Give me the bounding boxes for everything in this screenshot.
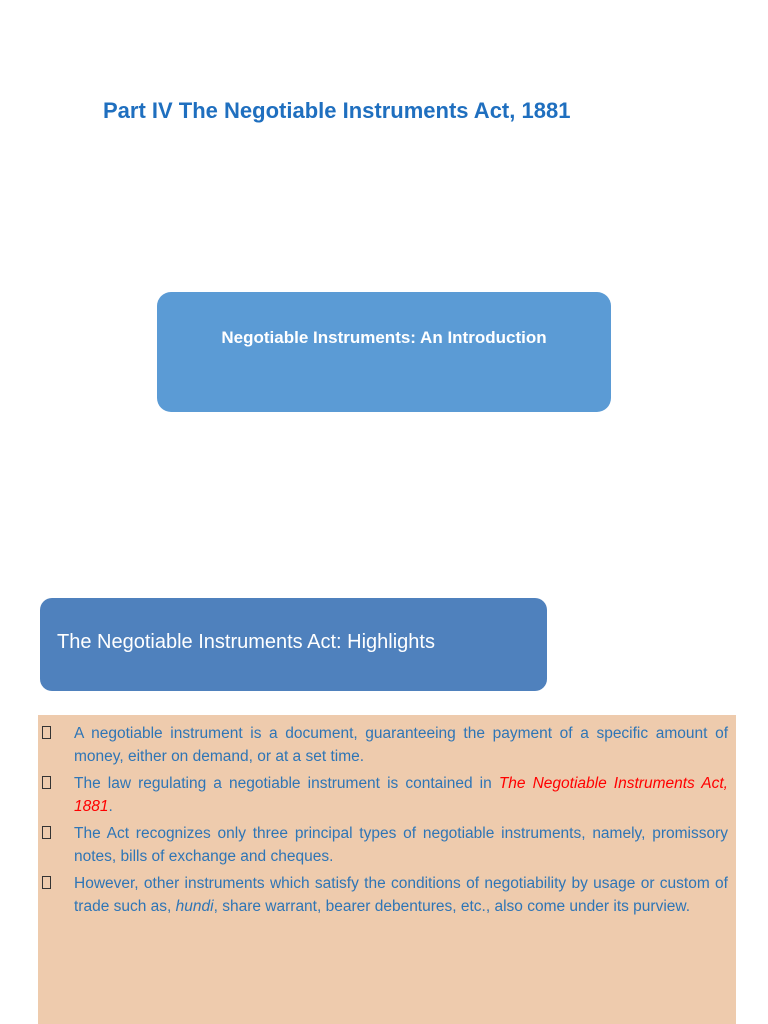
bullet-item: [38, 872, 728, 918]
intro-box: [157, 292, 611, 412]
bullet-marker-icon: [42, 826, 51, 839]
bullet-text: However, other instruments which satisfy the conditions of negotiability by usage or custom of trade such as,: [74, 875, 728, 915]
bullet-marker-icon: [42, 876, 51, 889]
bullet-marker-icon: [42, 726, 51, 739]
page-title: Part IV The Negotiable Instruments Act, 1881: [103, 98, 571, 123]
act-name-emphasis: The Negotiable Instruments Act, 1881: [74, 775, 728, 815]
bullet-item: [38, 722, 728, 768]
bullet-text-end: , share warrant, bearer debentures, etc., also come under its purview.: [213, 898, 691, 915]
intro-box-label: Negotiable Instruments: An Introduction: [221, 328, 547, 347]
bullet-list: [38, 722, 728, 918]
bullet-text: The law regulating a negotiable instrument is contained in: [74, 775, 499, 792]
highlights-box-label: The Negotiable Instruments Act: Highlights: [57, 631, 435, 653]
hundi-emphasis: hundi: [175, 898, 214, 915]
bullet-text-end: .: [108, 798, 113, 815]
bullet-text: A negotiable instrument is a document, guaranteeing the payment of a specific amount of money, either on demand, or at a set time.: [74, 725, 728, 765]
bullet-item: [38, 772, 728, 818]
bullet-panel: [38, 715, 736, 1024]
bullet-marker-icon: [42, 776, 51, 789]
bullet-item: [38, 822, 728, 868]
highlights-box: [40, 598, 547, 691]
bullet-text: The Act recognizes only three principal types of negotiable instruments, namely, promissory notes, bills of exchange and cheques.: [74, 825, 728, 865]
